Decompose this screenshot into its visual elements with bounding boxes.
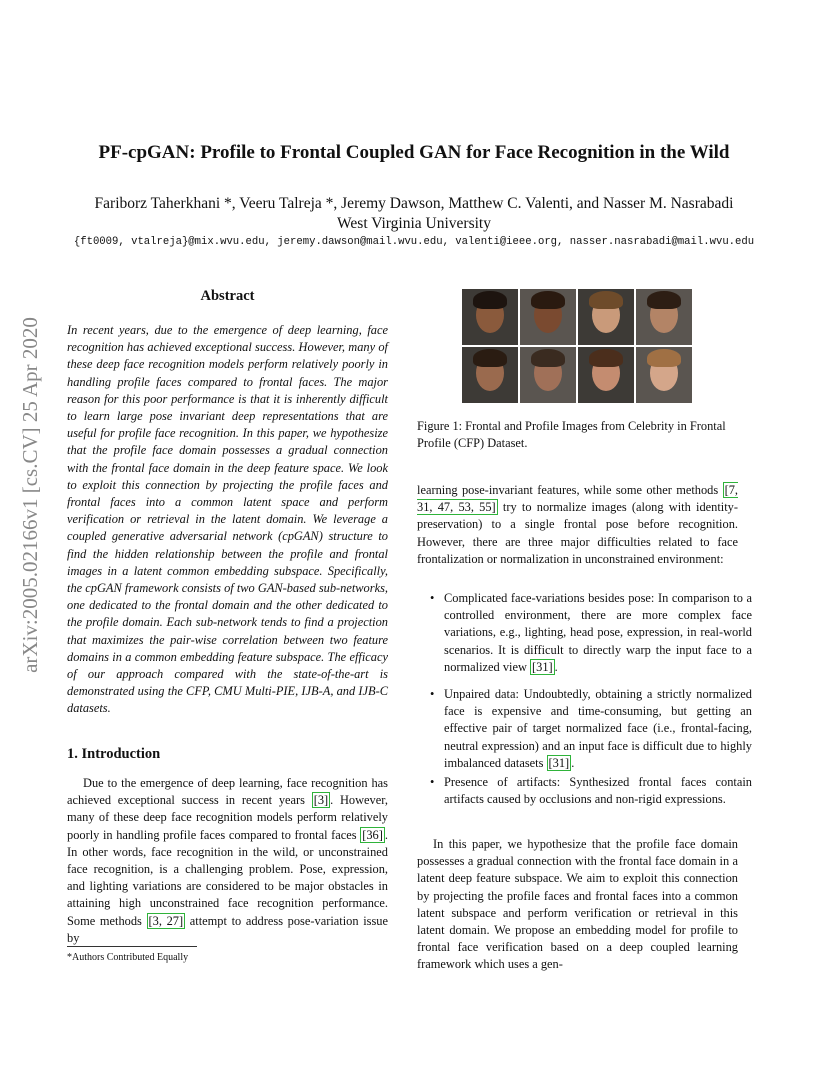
hair-shape	[531, 291, 565, 309]
hair-shape	[589, 291, 623, 309]
abstract-heading: Abstract	[200, 288, 255, 304]
abstract-text: In recent years, due to the emergence of deep learning, face recognition has achieved exceptional success. However, many of these deep face recognition models perform relatively poorly in handling profile faces compared to frontal faces. The major reason for this poor performance is that it is inherently difficult to learn large pose invariant deep representations that are useful for profile face recognition. In this paper, we hypothesize that the profile face domain possesses a gradual connection with the frontal face domain in the deep feature space. We look to exploit this connection by projecting the profile faces and frontal faces into a common latent space and perform verification or retrieval in the latent domain. We leverage a coupled generative adversarial network (cpGAN) structure to find the hidden relationship between the profile and frontal images in a latent common embedding subspace. Specifically, the cpGAN framework consists of two GAN-based sub-networks, one dedicated to the frontal domain and the other dedicated to the profile domain. Each sub-network tends to find a projection that maximizes the pair-wise correlation between two feature domains in a common embedding feature subspace. The efficacy of our approach compared with the state-of-the-art is demonstrated using the CFP, CMU Multi-PIE, IJB-A, and IJB-C datasets.	[67, 323, 388, 716]
citation-link[interactable]: [36]	[362, 827, 383, 842]
intro-heading: 1. Introduction	[67, 746, 161, 762]
affiliation: West Virginia University	[337, 215, 491, 232]
figure-face-grid	[462, 289, 694, 405]
bullet-icon: •	[430, 591, 435, 605]
arxiv-stamp[interactable]: arXiv:2005.02166v1 [cs.CV] 25 Apr 2020	[18, 317, 42, 673]
bullet-icon: •	[430, 775, 435, 789]
face-thumbnail	[578, 289, 634, 345]
face-thumbnail	[636, 289, 692, 345]
intro-paragraph: Due to the emergence of deep learning, face recognition has achieved exceptional success in recent years [3] . However, many of these deep face recognition models perform relatively poorly in handling profile faces compared to frontal faces [36] . In other words, face recognition in the wild, or unconstrained face recognition, is a challenging problem. Pose, expression, and lighting variations are considered to be major obstacles in attaining high unconstrained face recognition performance. Some methods [3, 27] attempt to address pose-variation issue by	[67, 776, 388, 945]
bullet-icon: •	[430, 687, 435, 701]
citation-link[interactable]: [31]	[532, 659, 553, 674]
hair-shape	[589, 349, 623, 367]
citation-link[interactable]: [3]	[313, 793, 329, 808]
citation-link[interactable]: [3, 27]	[148, 913, 184, 928]
footnote-rule	[67, 946, 197, 947]
hair-shape	[473, 349, 507, 367]
author-emails: {ft0009, vtalreja}@mix.wvu.edu, jeremy.dawson@mail.wvu.edu, valenti@ieee.org, nasser.nasrabadi@mail.wvu.edu	[73, 236, 755, 248]
face-thumbnail	[520, 347, 576, 403]
face-thumbnail	[462, 289, 518, 345]
right-column-text: learning pose-invariant features, while some other methods [7, 31, 47, 53, 55] try to normalize images (along with identity-preservation) to a single frontal pose before recognition. However, there are three major difficulties related to face frontalization or normalization in unconstrained environment:	[417, 483, 739, 566]
hair-shape	[531, 349, 565, 367]
face-thumbnail	[462, 347, 518, 403]
citation-link[interactable]: [7, 31, 47, 53, 55]	[417, 483, 738, 515]
citation-link[interactable]: [31]	[548, 755, 570, 770]
hair-shape	[473, 291, 507, 309]
footnote: *Authors Contributed Equally	[67, 952, 189, 963]
face-thumbnail	[520, 289, 576, 345]
hypothesis-paragraph: In this paper, we hypothesize that the profile face domain possesses a gradual connection with the frontal face domain in a latent deep feature subspace. We aim to exploit this connection by projecting the profile faces and frontal faces into a common latent subspace and perform verification or retrieval in this latent domain. We propose an embedding model for profile to frontal face verification based on a deep coupled learning framework which uses a gen-	[417, 837, 738, 972]
bullet-item: • Complicated face-variations besides pose: In comparison to a controlled environment, there are more complex face variations, e.g., lighting, head pose, expression, in real-world scenarios. It is difficult to directly warp the input face to a normalized view [31] .	[430, 591, 752, 674]
hair-shape	[647, 349, 681, 367]
figure-caption: Figure 1: Frontal and Profile Images from Celebrity in Frontal Profile (CFP) Dataset.	[417, 419, 726, 451]
bullet-item: • Unpaired data: Undoubtedly, obtaining a strictly normalized face is expensive and time-consuming, but getting an effective pair of target normalized face (i.e., frontal-facing, neutral expression) and an input face is difficult due to highly imbalanced datasets [31] .	[430, 687, 752, 770]
face-thumbnail	[636, 347, 692, 403]
face-thumbnail	[578, 347, 634, 403]
bullet-item: • Presence of artifacts: Synthesized frontal faces contain artifacts caused by occlusions and non-rigid expressions.	[430, 775, 752, 807]
author-block	[0, 194, 828, 234]
authors-line: Fariborz Taherkhani *, Veeru Talreja *, Jeremy Dawson, Matthew C. Valenti, and Nasser M. Nasrabadi	[94, 195, 734, 212]
hair-shape	[647, 291, 681, 309]
paper-title: PF-cpGAN: Profile to Frontal Coupled GAN for Face Recognition in the Wild	[98, 142, 730, 163]
